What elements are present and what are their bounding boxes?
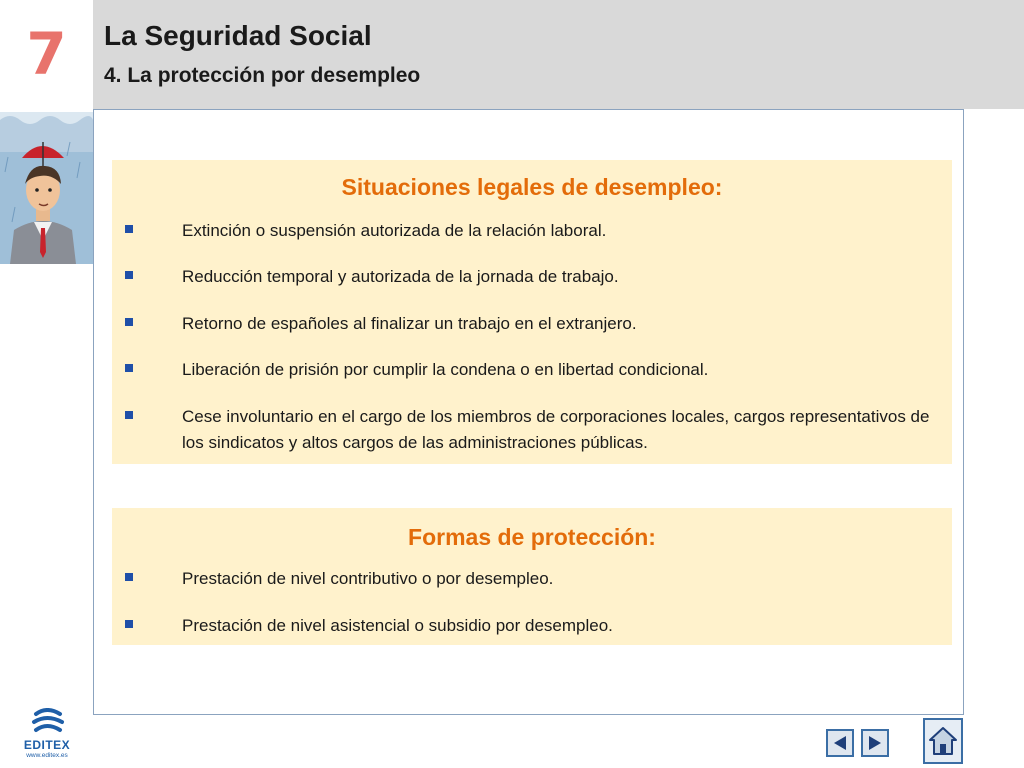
page-subtitle: 4. La protección por desempleo <box>104 64 421 87</box>
umbrella-man-illustration <box>0 112 93 264</box>
triangle-right-icon <box>866 734 884 752</box>
chapter-number: 7 <box>26 20 67 88</box>
panel-title: Formas de protección: <box>408 524 656 550</box>
editex-logo <box>16 708 78 762</box>
header-bar <box>93 0 1024 109</box>
square-bullet-icon <box>125 620 133 628</box>
page-title: La Seguridad Social <box>104 20 372 51</box>
square-bullet-icon <box>125 271 133 279</box>
panel-title: Situaciones legales de desempleo: <box>341 174 723 200</box>
list-item-text: Extinción o suspensión autorizada de la relación laboral. <box>182 221 607 240</box>
list-item-text: Prestación de nivel asistencial o subsidio por desempleo. <box>182 616 613 635</box>
square-bullet-icon <box>125 573 133 581</box>
list-item-text: Retorno de españoles al finalizar un trabajo en el extranjero. <box>182 314 637 333</box>
list-item-text: Prestación de nivel contributivo o por desempleo. <box>182 569 554 588</box>
square-bullet-icon <box>125 411 133 419</box>
list-item-text: Reducción temporal y autorizada de la jornada de trabajo. <box>182 267 619 286</box>
list-item-text: Liberación de prisión por cumplir la condena o en libertad condicional. <box>182 360 709 379</box>
previous-slide-button[interactable] <box>826 729 854 757</box>
list-item-text: Cese involuntario en el cargo de los miembros de corporaciones locales, cargos representativos de los sindicatos y altos cargos de las administraciones públicas. <box>182 407 930 452</box>
legal-situations-panel <box>112 160 952 464</box>
protection-forms-panel <box>112 508 952 645</box>
logo-wordmark: EDITEX <box>23 738 71 752</box>
square-bullet-icon <box>125 364 133 372</box>
home-button[interactable] <box>923 718 963 764</box>
editex-logo-icon <box>16 708 78 738</box>
next-slide-button[interactable] <box>861 729 889 757</box>
home-icon <box>927 725 959 757</box>
square-bullet-icon <box>125 318 133 326</box>
logo-url: www.editex.es <box>26 752 68 759</box>
square-bullet-icon <box>125 225 133 233</box>
triangle-left-icon <box>831 734 849 752</box>
